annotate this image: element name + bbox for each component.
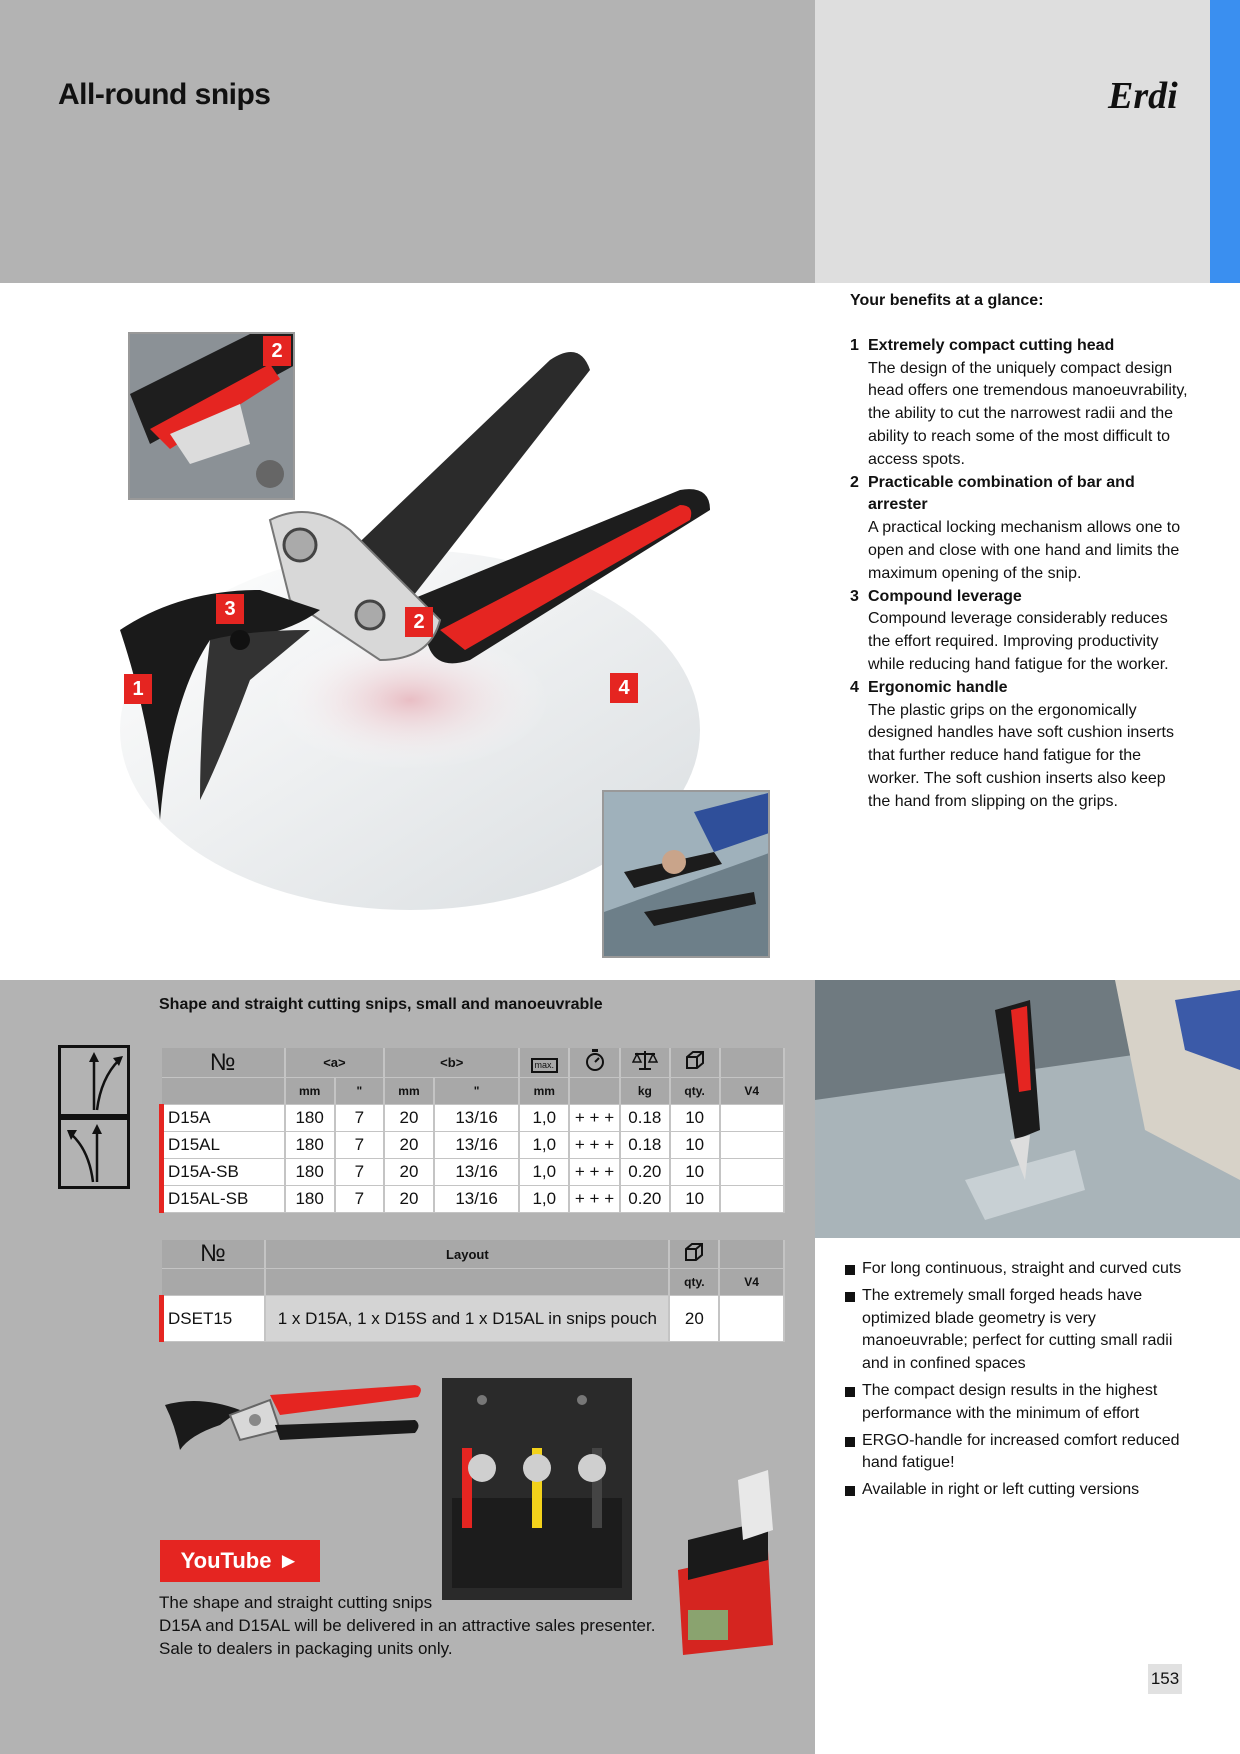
bullet-text: For long continuous, straight and curved cuts (862, 1260, 1182, 1277)
unit-cell: qty. (669, 1269, 719, 1296)
benefit-title: Ergonomic handle (868, 678, 1008, 696)
unit-cell: V4 (720, 1078, 784, 1105)
table-cell: 0.20 (620, 1186, 670, 1213)
table-cell: 10 (670, 1159, 720, 1186)
caption-line: The shape and straight cutting snips (159, 1593, 433, 1612)
caption-line: Sale to dealers in packaging units only. (159, 1639, 453, 1658)
table-cell: 10 (670, 1105, 720, 1132)
col-qty-header (669, 1240, 719, 1269)
table-cell (720, 1105, 784, 1132)
benefits-heading: Your benefits at a glance: (850, 292, 1044, 309)
unit-cell: mm (384, 1078, 434, 1105)
unit-cell: mm (519, 1078, 569, 1105)
table-cell: 13/16 (434, 1159, 520, 1186)
cut-direction-left-icon (58, 1117, 130, 1189)
table-header-row (162, 1240, 785, 1269)
table-cell: 20 (669, 1296, 719, 1342)
table-cell (720, 1159, 784, 1186)
table-cell: 20 (384, 1105, 434, 1132)
table-cell: 20 (384, 1132, 434, 1159)
col-weight-header (620, 1048, 670, 1078)
unit-cell: mm (285, 1078, 335, 1105)
benefit-item (850, 472, 1190, 586)
table-cell: 180 (285, 1132, 335, 1159)
header-panel-right (815, 0, 1210, 283)
benefit-item (850, 586, 1190, 677)
col-cut-type-header (569, 1048, 620, 1078)
bullet-square-icon (845, 1437, 855, 1447)
article-number: D15AL (162, 1132, 285, 1159)
unit-cell: kg (620, 1078, 670, 1105)
badge-2-inset: 2 (263, 336, 291, 366)
table-cell: 1,0 (519, 1105, 569, 1132)
benefit-text: Compound leverage considerably reduces the effort required. Improving productivity while reducing hand fatigue for the worker. (868, 610, 1169, 673)
badge-3: 3 (216, 594, 244, 624)
table-cell: + + + (569, 1132, 620, 1159)
table-cell: + + + (569, 1186, 620, 1213)
table-cell: 7 (335, 1159, 385, 1186)
article-number: DSET15 (162, 1296, 266, 1342)
page-number: 153 (1148, 1664, 1182, 1694)
table-row (162, 1186, 785, 1213)
table-cell: 10 (670, 1132, 720, 1159)
benefits-list (850, 290, 1190, 814)
unit-cell (265, 1269, 669, 1296)
article-number: D15AL-SB (162, 1186, 285, 1213)
page-title: All-round snips (58, 78, 271, 111)
bullet-text: The extremely small forged heads have optimized blade geometry is very manoeuvrable; perfect for cutting small radii and in confined spaces (862, 1286, 1173, 1373)
benefit-number: 1 (850, 336, 859, 354)
feature-bullets (845, 1258, 1190, 1506)
unit-cell (162, 1078, 285, 1105)
table-cell: 20 (384, 1186, 434, 1213)
unit-cell: V4 (719, 1269, 784, 1296)
article-number: D15A (162, 1105, 285, 1132)
benefit-item (850, 677, 1190, 814)
table-units-row (162, 1269, 785, 1296)
badge-4: 4 (610, 673, 638, 703)
table-cell: 0.20 (620, 1159, 670, 1186)
bullet-text: ERGO-handle for increased comfort reduced hand fatigue! (862, 1431, 1180, 1472)
stopwatch-icon (584, 1048, 606, 1072)
col-layout-header: Layout (265, 1240, 669, 1269)
list-item (845, 1380, 1190, 1426)
benefit-number: 3 (850, 587, 859, 605)
table-cell: 7 (335, 1186, 385, 1213)
presenter-caption (159, 1591, 719, 1660)
set-table (159, 1240, 785, 1342)
accent-bar (1210, 0, 1240, 283)
table-cell: 0.18 (620, 1132, 670, 1159)
table-row (162, 1159, 785, 1186)
box-icon (684, 1049, 706, 1071)
unit-cell: " (434, 1078, 520, 1105)
box-icon (683, 1241, 705, 1263)
col-number-header: № (162, 1048, 285, 1078)
list-item (845, 1479, 1190, 1502)
col-length-b-header: <b> (384, 1048, 519, 1078)
col-v4-header (719, 1240, 784, 1269)
badge-2: 2 (405, 607, 433, 637)
bullet-square-icon (845, 1387, 855, 1397)
benefit-text: A practical locking mechanism allows one to open and close with one hand and limits the maximum opening of the snip. (868, 519, 1181, 582)
caption-line: D15A and D15AL will be delivered in an attractive sales presenter. (159, 1616, 656, 1635)
bullet-text: The compact design results in the highest performance with the minimum of effort (862, 1381, 1158, 1422)
table-row (162, 1105, 785, 1132)
unit-cell (569, 1078, 620, 1105)
benefit-item (850, 335, 1190, 472)
unit-cell (162, 1269, 266, 1296)
col-qty-header (670, 1048, 720, 1078)
table-cell: + + + (569, 1105, 620, 1132)
table-cell: 1,0 (519, 1159, 569, 1186)
inset-photo-usage (602, 790, 770, 958)
col-capacity-header (519, 1048, 569, 1078)
action-photo (815, 980, 1240, 1238)
cut-direction-right-icon (58, 1045, 130, 1117)
scale-icon (632, 1049, 658, 1071)
benefit-number: 4 (850, 678, 859, 696)
table-cell: 1,0 (519, 1186, 569, 1213)
benefit-text: The plastic grips on the ergonomically designed handles have soft cushion inserts that further reduce hand fatigue for the worker. The soft cushion inserts also keep the hand from slipping on the grips. (868, 701, 1174, 810)
list-item (845, 1285, 1190, 1376)
badge-1: 1 (124, 674, 152, 704)
table-row (162, 1296, 785, 1342)
table-cell: 180 (285, 1105, 335, 1132)
table-cell (720, 1186, 784, 1213)
bullet-square-icon (845, 1265, 855, 1275)
article-number: D15A-SB (162, 1159, 285, 1186)
col-number-header: № (162, 1240, 266, 1269)
table-cell: 7 (335, 1132, 385, 1159)
table-header-row (162, 1048, 785, 1078)
table-cell: 1,0 (519, 1132, 569, 1159)
product-heading: Shape and straight cutting snips, small and manoeuvrable (159, 996, 603, 1013)
benefit-title: Compound leverage (868, 587, 1022, 605)
table-units-row (162, 1078, 785, 1105)
table-cell: 180 (285, 1186, 335, 1213)
table-cell: 13/16 (434, 1105, 520, 1132)
spec-table (159, 1048, 785, 1213)
table-cell: 13/16 (434, 1132, 520, 1159)
hero-image (110, 300, 800, 970)
table-cell: 180 (285, 1159, 335, 1186)
table-row (162, 1132, 785, 1159)
unit-cell: qty. (670, 1078, 720, 1105)
snips-pouch-image (442, 1378, 632, 1600)
list-item (845, 1430, 1190, 1476)
inset-photo-closeup (128, 332, 295, 500)
bullet-square-icon (845, 1486, 855, 1496)
youtube-button[interactable]: YouTube ► (160, 1540, 320, 1582)
brand-logo: Erdi (1108, 75, 1178, 117)
table-cell (720, 1132, 784, 1159)
cutting-photo (815, 980, 1240, 1238)
col-length-a-header: <a> (285, 1048, 384, 1078)
table-cell: 1 x D15A, 1 x D15S and 1 x D15AL in snips pouch (265, 1296, 669, 1342)
snips-product-image (160, 1375, 425, 1465)
table-cell: 0.18 (620, 1105, 670, 1132)
usage-image (604, 792, 770, 958)
bullet-text: Available in right or left cutting versions (862, 1481, 1140, 1499)
list-item (845, 1258, 1190, 1281)
benefit-number: 2 (850, 473, 859, 491)
benefit-title: Practicable combination of bar and arrester (868, 473, 1135, 514)
table-cell: 10 (670, 1186, 720, 1213)
table-cell: 20 (384, 1159, 434, 1186)
table-cell (719, 1296, 784, 1342)
table-cell: 7 (335, 1105, 385, 1132)
col-v4-header (720, 1048, 784, 1078)
unit-cell: " (335, 1078, 385, 1105)
benefit-title: Extremely compact cutting head (868, 336, 1115, 354)
max-thickness-icon: max. (531, 1058, 559, 1073)
table-cell: 13/16 (434, 1186, 520, 1213)
header-panel (0, 0, 815, 283)
benefit-text: The design of the uniquely compact design head offers one tremendous manoeuvrability, the ability to cut the narrowest radii and the ability to reach some of the most difficult to access spots. (868, 359, 1188, 468)
table-cell: + + + (569, 1159, 620, 1186)
bullet-square-icon (845, 1292, 855, 1302)
